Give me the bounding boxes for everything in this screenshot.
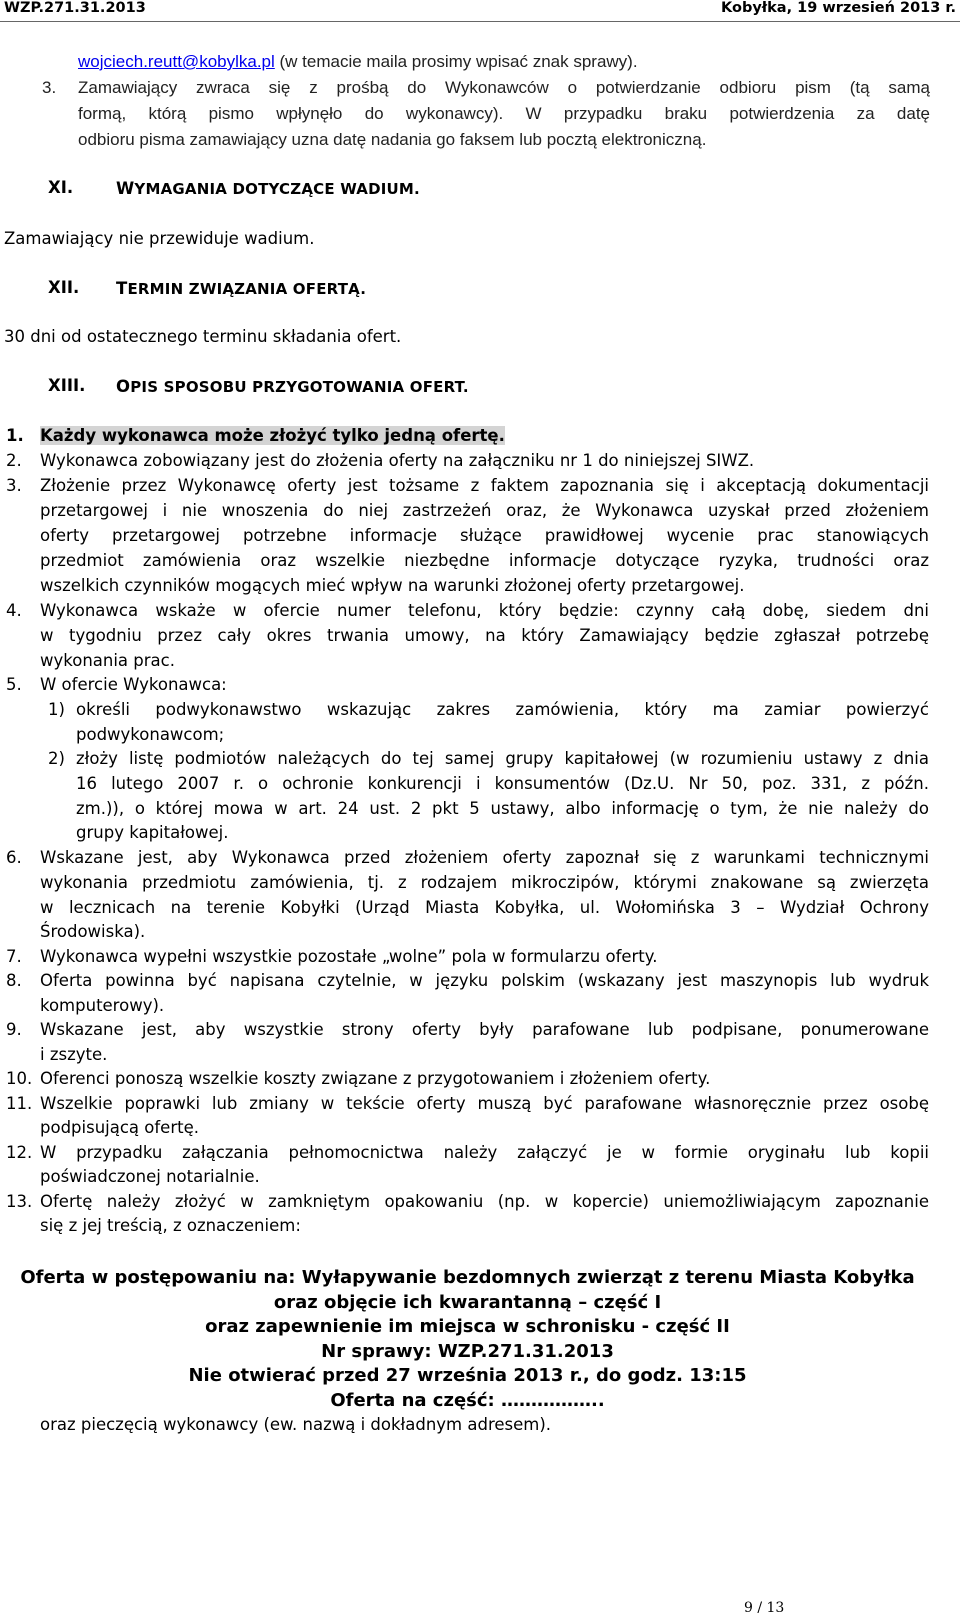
list-item-3-line-1: Złożenie przez Wykonawcę oferty jest tożsame z faktem zapoznania się i akceptacją dokumentacji <box>40 476 929 495</box>
list-item-7-text: Wykonawca wypełni wszystkie pozostałe „wolne” pola w formularzu oferty. <box>40 947 658 966</box>
sub-item-1-number: 1) <box>48 700 65 719</box>
list-item-6-number: 6. <box>6 848 22 867</box>
sub-item-2-line-2: 16 lutego 2007 r. o ochronie konkurencji i konsumentów (Dz.U. Nr 50, poz. 331, z późn. <box>76 774 929 793</box>
page-number: 9 / 13 <box>744 1600 785 1616</box>
item3-line-1: Zamawiający zwraca się z prośbą do Wykonawców o potwierdzanie odbioru pism (tą samą <box>78 78 930 97</box>
list-item-6-line-2: wykonania przedmiotu zamówienia, tj. z rodzajem mikroczipów, którymi znakowane są zwierzęta <box>40 873 929 892</box>
list-item-11-line-1: Wszelkie poprawki lub zmiany w tekście oferty muszą być parafowane własnoręcznie przez osobę <box>40 1094 929 1113</box>
list-item-1-text: Każdy wykonawca może złożyć tylko jedną ofertę. <box>40 426 505 445</box>
sub-item-1-line-1: określi podwykonawstwo wskazując zakres zamówienia, który ma zamiar powierzyć <box>76 700 929 719</box>
section-xii-body: 30 dni od ostatecznego terminu składania ofert. <box>4 327 402 346</box>
section-xiii-title: OPIS SPOSOBU PRZYGOTOWANIA OFERT. <box>116 377 469 396</box>
envelope-line-3: oraz zapewnienie im miejsca w schronisku - część II <box>205 1316 730 1337</box>
email-line <box>78 52 638 72</box>
list-item-9-line-2: i zszyte. <box>40 1045 108 1064</box>
list-item-6-line-3: w lecznicach na terenie Kobyłki (Urząd Miasta Kobyłka, ul. Wołomińska 3 – Wydział Ochrony <box>40 898 929 917</box>
list-item-4-line-2: w tygodniu przez cały okres trwania umowy, na który Zamawiający będzie zgłaszał potrzebę <box>40 626 929 645</box>
list-item-7-number: 7. <box>6 947 22 966</box>
sub-item-1-line-2: podwykonawcom; <box>76 725 225 744</box>
envelope-line-2: oraz objęcie ich kwarantanną – część I <box>273 1292 662 1313</box>
list-item-12-number: 12. <box>6 1143 33 1162</box>
envelope-line-6: Oferta na część: …………….. <box>330 1390 605 1411</box>
list-item-9-line-1: Wskazane jest, aby wszystkie strony oferty były parafowane lub podpisane, ponumerowane <box>40 1020 929 1039</box>
section-xiii-number: XIII. <box>48 376 86 395</box>
list-item-2-number: 2. <box>6 451 22 470</box>
email-suffix: (w temacie maila prosimy wpisać znak sprawy). <box>274 52 638 71</box>
item3-line-2: formą, którą pismo wpłynęło do wykonawcy). W przypadku braku potwierdzenia za datę <box>78 104 930 123</box>
list-item-11-number: 11. <box>6 1094 33 1113</box>
section-xii-title: TERMIN ZWIĄZANIA OFERTĄ. <box>116 279 367 298</box>
list-item-2-text: Wykonawca zobowiązany jest do złożenia oferty na załączniku nr 1 do niniejszej SIWZ. <box>40 451 755 470</box>
list-item-1-number: 1. <box>6 426 24 445</box>
list-item-3-line-5: wszelkich czynników mogących mieć wpływ na warunki złożonej oferty przetargowej. <box>40 576 745 595</box>
list-item-1 <box>40 426 505 445</box>
stamp-line: oraz pieczęcią wykonawcy (ew. nazwą i dokładnym adresem). <box>40 1415 552 1434</box>
envelope-line-1: Oferta w postępowaniu na: Wyłapywanie bezdomnych zwierząt z terenu Miasta Kobyłka <box>20 1267 915 1288</box>
item3-line-3: odbioru pisma zamawiający uzna datę nadania go faksem lub pocztą elektroniczną. <box>78 130 707 149</box>
list-item-8-line-2: komputerowy). <box>40 996 165 1015</box>
list-item-8-line-1: Oferta powinna być napisana czytelnie, w języku polskim (wskazany jest maszynopis lub wydruk <box>40 971 929 990</box>
sub-item-2-line-1: złoży listę podmiotów należących do tej samej grupy kapitałowej (w rozumieniu ustawy z dnia <box>76 749 929 768</box>
page-header <box>0 0 960 22</box>
envelope-line-5: Nie otwierać przed 27 września 2013 r., do godz. 13:15 <box>188 1365 747 1386</box>
list-item-3-line-2: przetargowej i nie wnoszenia do niej zastrzeżeń oraz, że Wykonawca uzyskał przed złożeniem <box>40 501 929 520</box>
list-item-4-line-1: Wykonawca wskaże w ofercie numer telefonu, który będzie: czynny całą dobę, siedem dni <box>40 601 929 620</box>
list-item-5-text: W ofercie Wykonawca: <box>40 675 227 694</box>
list-item-12-line-2: poświadczonej notarialnie. <box>40 1167 260 1186</box>
sub-item-2-number: 2) <box>48 749 65 768</box>
list-item-3-number: 3. <box>6 476 22 495</box>
envelope-line-4: Nr sprawy: WZP.271.31.2013 <box>321 1341 614 1362</box>
list-item-9-number: 9. <box>6 1020 22 1039</box>
list-item-4-number: 4. <box>6 601 22 620</box>
item3-number-top: 3. <box>42 78 57 97</box>
list-item-11-line-2: podpisującą ofertę. <box>40 1118 199 1137</box>
list-item-10-number: 10. <box>6 1069 33 1088</box>
header-reference: WZP.271.31.2013 <box>4 0 146 16</box>
list-item-3-line-3: oferty przetargowej potrzebne informacje służące prawidłowej wycenie prac stanowiących <box>40 526 929 545</box>
list-item-5-number: 5. <box>6 675 22 694</box>
section-xii-number: XII. <box>48 278 80 297</box>
email-link[interactable]: wojciech.reutt@kobylka.pl <box>78 52 275 71</box>
list-item-6-line-1: Wskazane jest, aby Wykonawca przed złożeniem oferty zapoznał się z warunkami technicznymi <box>40 848 929 867</box>
sub-item-2-line-4: grupy kapitałowej. <box>76 823 229 842</box>
section-xi-body: Zamawiający nie przewiduje wadium. <box>4 229 315 248</box>
sub-item-2-line-3: zm.)), o której mowa w art. 24 ust. 2 pkt 5 ustawy, albo informację o tym, że nie należy do <box>76 799 929 818</box>
list-item-3-line-4: przedmiot zamówienia oraz wszelkie niezbędne informacje dotyczące ryzyka, trudności oraz <box>40 551 929 570</box>
section-xi-number: XI. <box>48 178 74 197</box>
list-item-8-number: 8. <box>6 971 22 990</box>
list-item-13-line-1: Ofertę należy złożyć w zamkniętym opakowaniu (np. w kopercie) uniemożliwiającym zapoznanie <box>40 1192 929 1211</box>
list-item-4-line-3: wykonania prac. <box>40 651 175 670</box>
list-item-13-number: 13. <box>6 1192 33 1211</box>
list-item-10-text: Oferenci ponoszą wszelkie koszty związane z przygotowaniem i złożeniem oferty. <box>40 1069 711 1088</box>
list-item-13-line-2: się z jej treścią, z oznaczeniem: <box>40 1216 301 1235</box>
header-place-date: Kobyłka, 19 wrzesień 2013 r. <box>721 0 956 16</box>
list-item-6-line-4: Środowiska). <box>40 922 146 941</box>
section-xi-title: WYMAGANIA DOTYCZĄCE WADIUM. <box>116 179 420 198</box>
list-item-12-line-1: W przypadku załączania pełnomocnictwa należy załączyć je w formie oryginału lub kopii <box>40 1143 929 1162</box>
